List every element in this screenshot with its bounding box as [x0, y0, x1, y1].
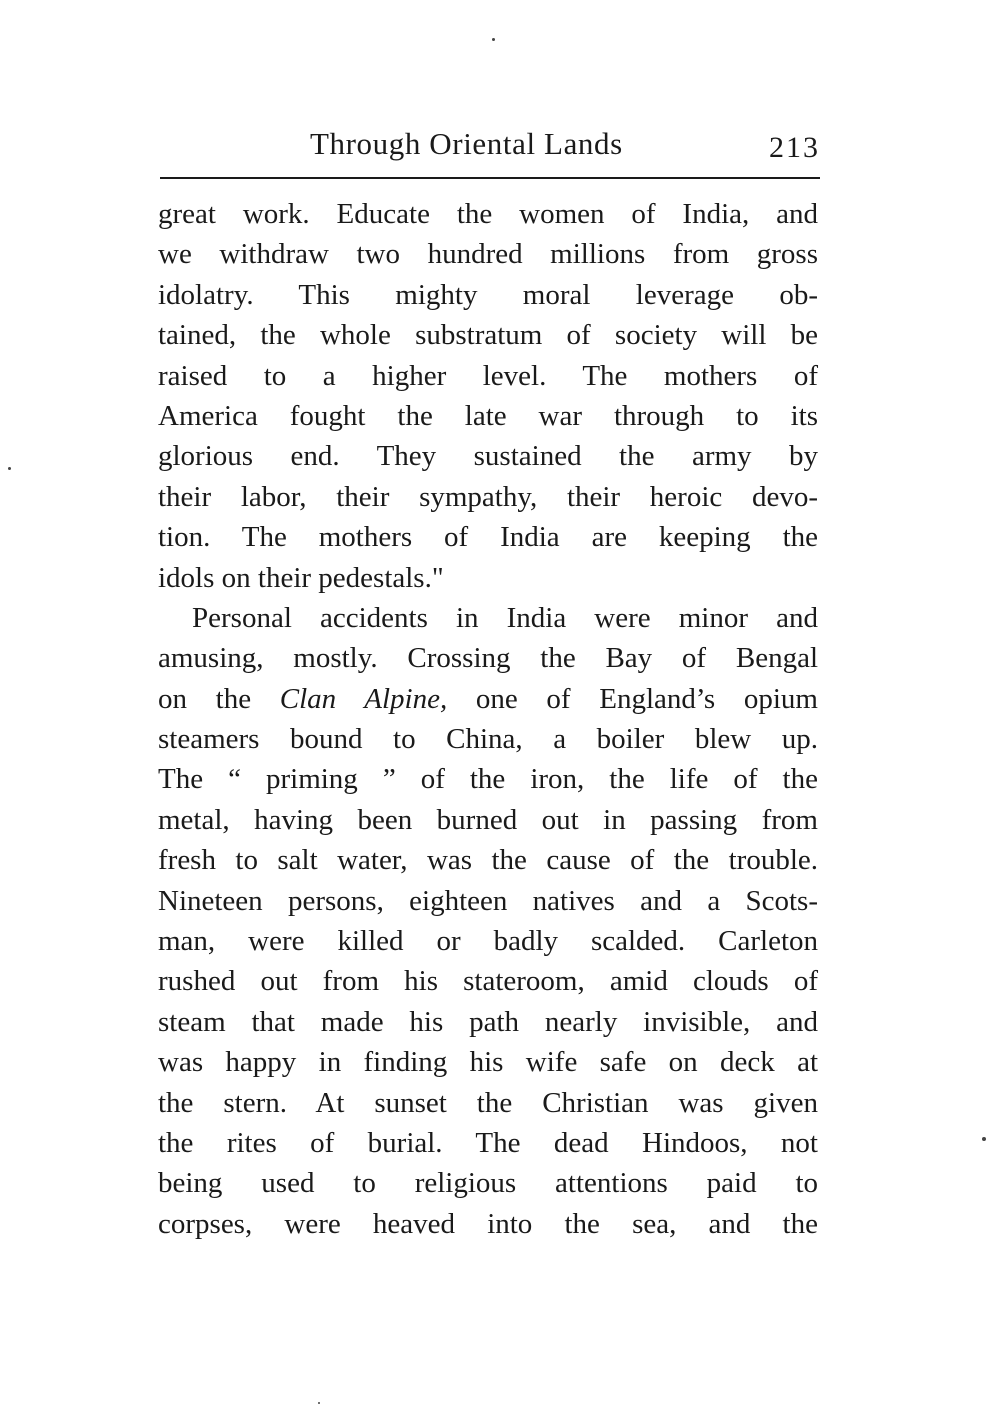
- scan-speck: [492, 38, 495, 41]
- text-line: being used to religious attentions paid to: [158, 1167, 818, 1200]
- text-line: idols on their pedestals.": [158, 561, 444, 594]
- text-line: metal, having been burned out in passing from: [158, 803, 818, 836]
- text-line: raised to a higher level. The mothers of: [158, 359, 818, 392]
- text-line: Personal accidents in India were minor and: [192, 601, 818, 634]
- ship-name: Clan Alpine,: [279, 682, 448, 715]
- text-line: tion. The mothers of India are keeping the: [158, 521, 818, 554]
- page-header: [160, 124, 820, 168]
- text-line: their labor, their sympathy, their heroic devo-: [158, 480, 818, 513]
- text-line: Nineteen persons, eighteen natives and a Scots-: [158, 884, 818, 917]
- scan-speck: [8, 467, 11, 470]
- text-line: the stern. At sunset the Christian was given: [158, 1086, 818, 1119]
- text-line: was happy in finding his wife safe on deck at: [158, 1046, 818, 1079]
- text-line: The “ priming ” of the iron, the life of the: [158, 763, 818, 796]
- text-line: America fought the late war through to its: [158, 399, 818, 432]
- text-line: tained, the whole substratum of society will be: [158, 319, 818, 352]
- text-line: glorious end. They sustained the army by: [158, 440, 818, 473]
- text-line: amusing, mostly. Crossing the Bay of Bengal: [158, 642, 818, 675]
- body-text: [158, 194, 818, 1244]
- text-line: steamers bound to China, a boiler blew up.: [158, 723, 818, 756]
- text-line: fresh to salt water, was the cause of the trouble.: [158, 844, 818, 877]
- text-line: man, were killed or badly scalded. Carleton: [158, 925, 818, 958]
- scan-speck: [982, 1137, 986, 1141]
- text-line: steam that made his path nearly invisible, and: [158, 1005, 818, 1038]
- text-line: we withdraw two hundred millions from gross: [158, 238, 818, 271]
- scan-speck: [318, 1402, 320, 1404]
- page-number: 213: [769, 131, 820, 164]
- text-line-with-ship-name: [158, 679, 818, 719]
- text-fragment: one of England’s opium: [447, 682, 818, 715]
- text-line: idolatry. This mighty moral leverage ob-: [158, 278, 818, 311]
- text-line: corpses, were heaved into the sea, and the: [158, 1207, 818, 1240]
- text-line: rushed out from his stateroom, amid clouds of: [158, 965, 818, 998]
- header-rule: [160, 177, 820, 179]
- text-line: the rites of burial. The dead Hindoos, not: [158, 1126, 818, 1159]
- text-line: great work. Educate the women of India, and: [158, 198, 818, 230]
- text-fragment: on the: [158, 682, 280, 715]
- running-head: Through Oriental Lands: [310, 126, 623, 161]
